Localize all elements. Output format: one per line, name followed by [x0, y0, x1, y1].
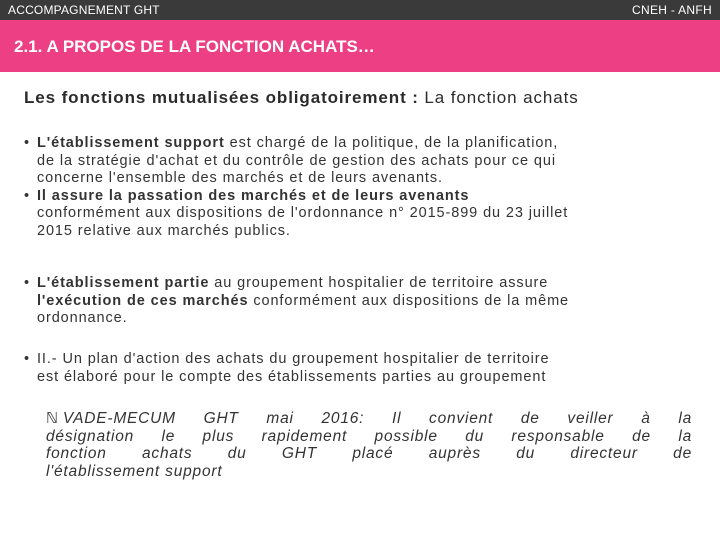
- bullet-group-3: [24, 351, 696, 386]
- note-icon: ℕ: [46, 410, 59, 427]
- bullet-bold: l'exécution de ces marchés: [37, 292, 249, 309]
- bullet-text: conformément aux dispositions de la même: [248, 292, 570, 309]
- slide-title: 2.1. A PROPOS DE LA FONCTION ACHATS…: [14, 37, 375, 56]
- bullet-text: II.- Un plan d'action des achats du groupement hospitalier de territoire: [37, 351, 550, 367]
- slide-content: [0, 72, 720, 540]
- vade-mecum-note: [46, 410, 692, 480]
- note-line: désignation le plus rapidement possible du responsable de la: [46, 427, 692, 445]
- header-left-label: ACCOMPAGNEMENT GHT: [8, 3, 160, 17]
- bullet-group-2: [24, 275, 696, 328]
- bullet-dot-icon: •: [24, 351, 30, 367]
- bullet-dot-icon: •: [24, 275, 30, 291]
- top-bar: [0, 0, 720, 20]
- bullet-item: [24, 275, 696, 328]
- bullet-text: est chargé de la politique, de la planification,: [224, 135, 559, 151]
- bullet-dot-icon: •: [24, 187, 30, 204]
- bullet-bold: L'établissement support: [37, 135, 225, 151]
- subtitle-bold: Les fonctions mutualisées obligatoirement :: [24, 88, 419, 107]
- bullet-item: [24, 351, 696, 386]
- note-line: VADE-MECUM GHT mai 2016: Il convient de veiller à la: [62, 410, 692, 427]
- bullet-text: 2015 relative aux marchés publics.: [37, 222, 291, 239]
- subtitle: [24, 88, 579, 108]
- bullet-text: de la stratégie d'achat et du contrôle de gestion des achats pour ce qui: [37, 152, 556, 169]
- subtitle-normal: La fonction achats: [418, 88, 579, 107]
- title-band: [0, 20, 720, 72]
- bullet-text: ordonnance.: [37, 310, 128, 326]
- note-line: fonction achats du GHT placé auprès du directeur de: [46, 445, 692, 462]
- bullet-item: [24, 188, 696, 241]
- bullet-item: [24, 135, 696, 188]
- bullet-bold: Il assure la passation des marchés et de leurs avenants: [37, 187, 470, 204]
- bullet-text: au groupement hospitalier de territoire assure: [209, 275, 549, 291]
- header-right-label: CNEH - ANFH: [632, 3, 712, 17]
- bullet-text: conformément aux dispositions de l'ordonnance n° 2015-899 du 23 juillet: [37, 205, 569, 221]
- bullet-bold: L'établissement partie: [37, 275, 210, 291]
- bullet-text: concerne l'ensemble des marchés et de leurs avenants.: [37, 170, 443, 186]
- note-line: l'établissement support: [46, 462, 223, 480]
- bullet-dot-icon: •: [24, 135, 30, 151]
- bullet-text: est élaboré pour le compte des établissements parties au groupement: [37, 368, 547, 385]
- bullet-group-1: [24, 135, 696, 240]
